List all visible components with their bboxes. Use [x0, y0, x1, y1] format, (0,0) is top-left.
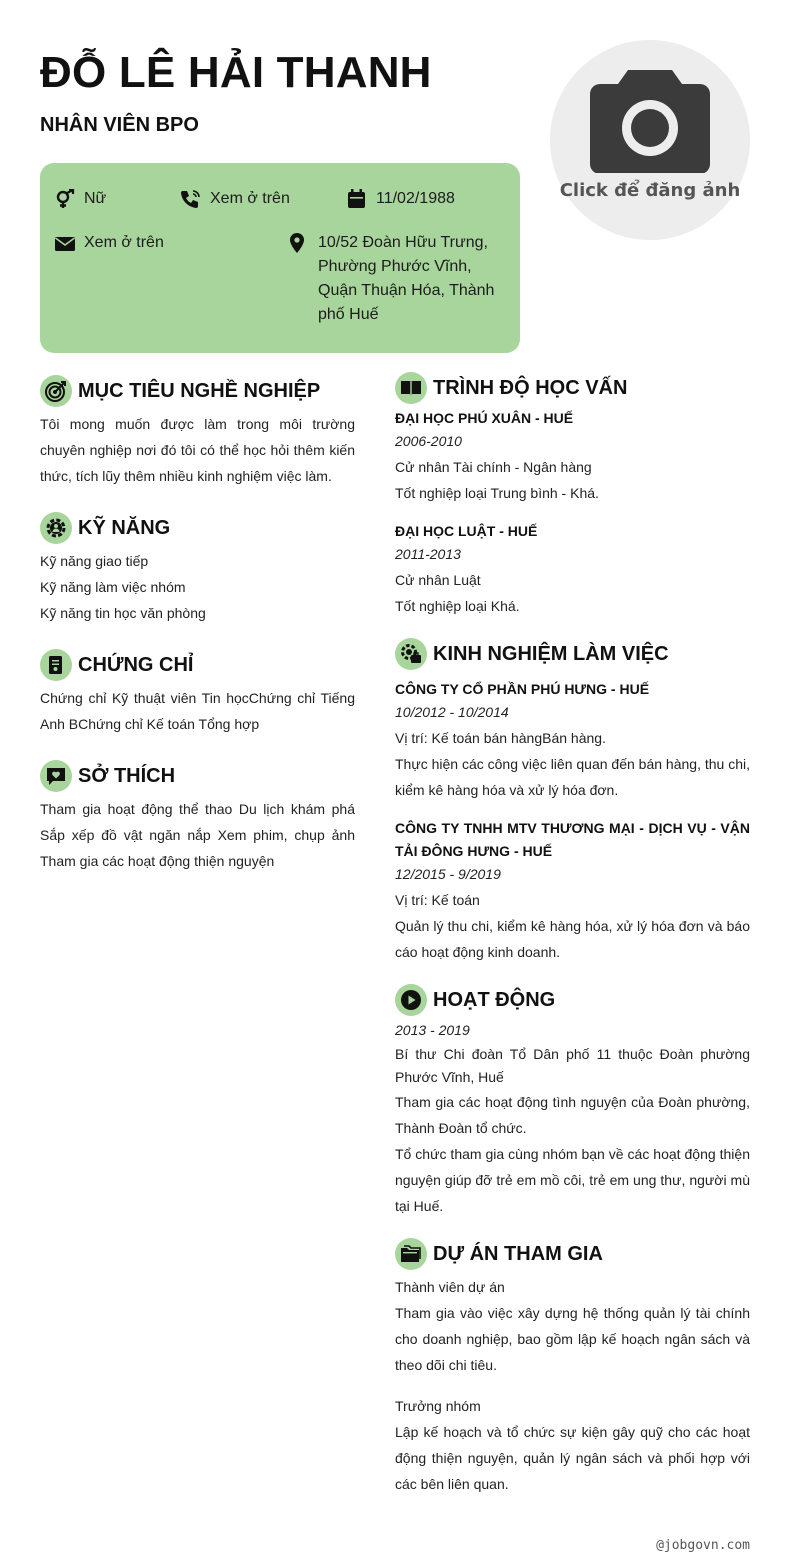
experience-heading [395, 638, 669, 670]
activities-title: HOẠT ĐỘNG [433, 988, 556, 1011]
gender-icon [54, 189, 76, 209]
activities-details [395, 1089, 750, 1219]
activities-heading [395, 984, 555, 1016]
photo-upload-label: Click để đăng ảnh [559, 180, 741, 201]
experience-desc-1: Thực hiện các công việc liên quan đến bán hàng, thu chi, kiểm kê hàng hóa và xử lý hóa đơn. [395, 756, 750, 798]
gender-value: Nữ [84, 190, 107, 207]
project-role-1: Thành viên dự án [395, 1279, 505, 1295]
birthday-value: 11/02/1988 [376, 190, 455, 207]
heart-chat-icon [40, 760, 72, 792]
list-item: Kỹ năng giao tiếp [40, 553, 149, 569]
location-pin-icon [288, 233, 310, 253]
experience-title: KINH NGHIỆM LÀM VIỆC [433, 642, 669, 665]
play-icon [395, 984, 427, 1016]
email-value: Xem ở trên [84, 234, 164, 251]
education-degree-1: Cử nhân Tài chính - Ngân hàng [395, 459, 592, 475]
skills-title: KỸ NĂNG [78, 516, 171, 539]
footer-watermark: @jobgovn.com [656, 1538, 750, 1553]
activities-role: Bí thư Chi đoàn Tổ Dân phố 11 thuộc Đoàn phường Phước Vĩnh, Huế [395, 1046, 750, 1085]
skills-list [40, 548, 355, 626]
folders-icon [395, 1238, 427, 1270]
phone-icon [180, 189, 202, 209]
experience-position-1: Vị trí: Kế toán bán hàngBán hàng. [395, 730, 606, 746]
photo-upload[interactable] [550, 40, 750, 240]
activities-desc-1: Tham gia các hoạt động tình nguyện của Đoàn phường, Thành Đoàn tổ chức. [395, 1094, 750, 1136]
project-desc-2: Lập kế hoạch và tổ chức sự kiện gây quỹ cho các hoạt động thiện nguyện, quản lý ngân sách và phối hợp với các bên liên quan. [395, 1424, 750, 1492]
contact-gender [54, 187, 106, 211]
candidate-name: ĐỖ LÊ HẢI THANH [40, 48, 432, 97]
education-details-2 [395, 567, 750, 619]
experience-details-2 [395, 887, 750, 965]
project-2 [395, 1393, 750, 1497]
objective-title: MỤC TIÊU NGHỀ NGHIỆP [78, 379, 321, 402]
project-role-2: Trưởng nhóm [395, 1398, 481, 1414]
activities-desc-2: Tổ chức tham gia cùng nhóm bạn về các hoạt động thiện nguyện giúp đỡ trẻ em mồ côi, trẻ em ung thư, người mù tại Huế. [395, 1146, 750, 1214]
education-period-2: 2011-2013 [395, 546, 461, 562]
experience-company-1: CÔNG TY CỔ PHẦN PHÚ HƯNG - HUẾ [395, 681, 650, 697]
camera-icon [590, 68, 710, 173]
list-item: Kỹ năng tin học văn phòng [40, 605, 206, 621]
contact-email [54, 231, 164, 255]
target-icon [40, 375, 72, 407]
hobbies-title: SỞ THÍCH [78, 764, 176, 787]
education-school-2: ĐẠI HỌC LUẬT - HUẾ [395, 523, 538, 539]
contact-birthday [346, 187, 455, 211]
project-1 [395, 1274, 750, 1378]
experience-period-1: 10/2012 - 10/2014 [395, 704, 509, 720]
activities-period: 2013 - 2019 [395, 1022, 470, 1038]
education-school-1: ĐẠI HỌC PHÚ XUÂN - HUẾ [395, 410, 574, 426]
certificates-text: Chứng chỉ Kỹ thuật viên Tin họcChứng chỉ Tiếng Anh BChứng chỉ Kế toán Tổng hợp [40, 690, 355, 732]
projects-heading [395, 1238, 603, 1270]
job-title: NHÂN VIÊN BPO [40, 114, 199, 136]
education-grade-1: Tốt nghiệp loại Trung bình - Khá. [395, 485, 599, 501]
education-period-1: 2006-2010 [395, 433, 462, 449]
certificates-heading [40, 649, 193, 681]
briefcase-gear-icon [395, 638, 427, 670]
skills-gear-icon [40, 512, 72, 544]
list-item: Kỹ năng làm việc nhóm [40, 579, 186, 595]
experience-details-1 [395, 725, 750, 803]
experience-position-2: Vị trí: Kế toán [395, 892, 480, 908]
contact-address [288, 231, 503, 327]
certificate-icon [40, 649, 72, 681]
experience-period-2: 12/2015 - 9/2019 [395, 866, 501, 882]
education-degree-2: Cử nhân Luật [395, 572, 481, 588]
skills-heading [40, 512, 170, 544]
projects-title: DỰ ÁN THAM GIA [433, 1242, 603, 1265]
project-desc-1: Tham gia vào việc xây dựng hệ thống quản lý tài chính cho doanh nghiệp, bao gồm lập kế hoạch ngân sách và theo dõi chi tiêu. [395, 1305, 750, 1373]
experience-company-2: CÔNG TY TNHH MTV THƯƠNG MẠI - DỊCH VỤ - VẬN TẢI ĐÔNG HƯNG - HUẾ [395, 820, 750, 859]
envelope-icon [54, 233, 76, 253]
calendar-icon [346, 189, 368, 209]
contact-phone [180, 187, 290, 211]
objective-heading [40, 375, 320, 407]
education-heading [395, 372, 627, 404]
hobbies-text: Tham gia hoạt động thể thao Du lịch khám phá Sắp xếp đồ vật ngăn nắp Xem phim, chụp ảnh Tham gia các hoạt động thiện nguyện [40, 801, 355, 869]
book-icon [395, 372, 427, 404]
address-value: 10/52 Đoàn Hữu Trưng, Phường Phước Vĩnh, Quận Thuận Hóa, Thành phố Huế [318, 234, 495, 323]
phone-value: Xem ở trên [210, 190, 290, 207]
certificates-title: CHỨNG CHỈ [78, 653, 194, 676]
experience-desc-2: Quản lý thu chi, kiểm kê hàng hóa, xử lý hóa đơn và báo cáo hoạt động kinh doanh. [395, 918, 750, 960]
objective-text: Tôi mong muốn được làm trong môi trường chuyên nghiệp nơi đó tôi có thể học hỏi thêm kiến thức, tích lũy thêm nhiều kinh nghiệm việc làm. [40, 416, 355, 484]
hobbies-heading [40, 760, 175, 792]
education-grade-2: Tốt nghiệp loại Khá. [395, 598, 520, 614]
education-title: TRÌNH ĐỘ HỌC VẤN [433, 376, 628, 399]
education-details-1 [395, 454, 750, 506]
